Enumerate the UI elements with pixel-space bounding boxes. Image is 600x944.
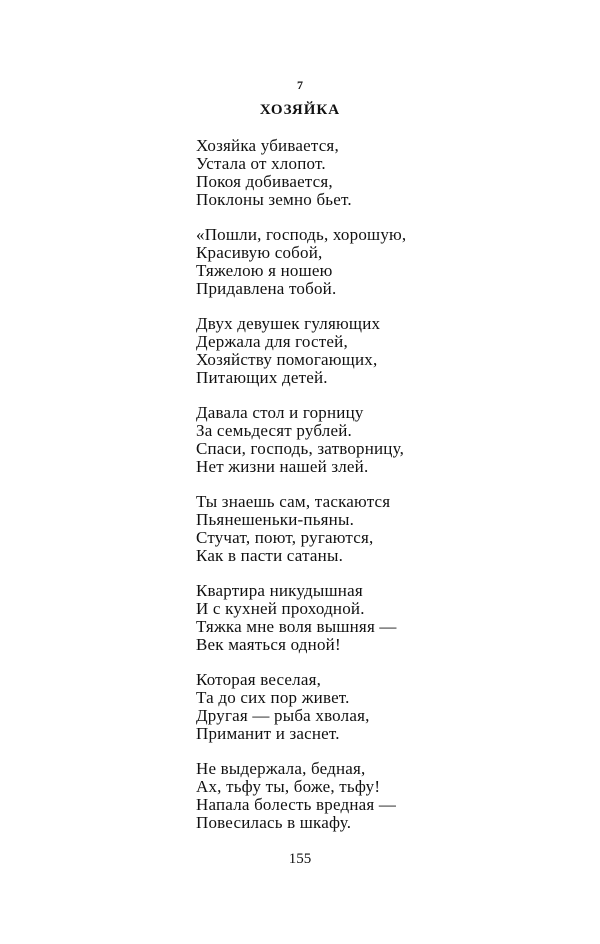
poem-line: Нет жизни нашей злей.: [196, 457, 369, 476]
poem-line: Хозяйка убивается,: [196, 136, 339, 155]
poem-line: Напала болесть вредная —: [196, 795, 397, 814]
poem-line: Ах, тьфу ты, боже, тьфу!: [196, 777, 381, 796]
poem-line: Приманит и заснет.: [196, 724, 340, 743]
poem-line: Двух девушек гуляющих: [196, 314, 381, 333]
poem-line: За семьдесят рублей.: [196, 421, 352, 440]
stanza: [196, 760, 576, 849]
poem-line: Ты знаешь сам, таскаются: [196, 492, 391, 511]
poem-line: Та до сих пор живет.: [196, 688, 350, 707]
poem-line: Поклоны земно бьет.: [196, 190, 352, 209]
poem-line: Покоя добивается,: [196, 172, 333, 191]
stanza: [196, 404, 576, 493]
poem-line: Устала от хлопот.: [196, 154, 326, 173]
poem-line: Держала для гостей,: [196, 332, 348, 351]
poem-line: Век маяться одной!: [196, 635, 341, 654]
poem-title: ХОЗЯЙКА: [259, 102, 341, 118]
poem-line: Повесилась в шкафу.: [196, 813, 352, 832]
poem-line: Которая веселая,: [196, 670, 322, 689]
stanza: [196, 137, 576, 226]
poem-line: Давала стол и горницу: [196, 403, 364, 422]
poem-line: Тяжелою я ношею: [196, 261, 333, 280]
poem-line: Питающих детей.: [196, 368, 328, 387]
stanza: [196, 582, 576, 671]
stanza: [196, 671, 576, 760]
poem-line: Не выдержала, бедная,: [196, 759, 366, 778]
poem-line: Придавлена тобой.: [196, 279, 337, 298]
poem-line: Спаси, господь, затворницу,: [196, 439, 405, 458]
stanza: [196, 493, 576, 582]
stanza: [196, 226, 576, 315]
poem-line: Хозяйству помогающих,: [196, 350, 378, 369]
poem-line: Как в пасти сатаны.: [196, 546, 344, 565]
page-number: 155: [288, 851, 312, 867]
poem-body: [196, 137, 576, 849]
poem-line: Другая — рыба хволая,: [196, 706, 370, 725]
poem-line: Красивую собой,: [196, 243, 323, 262]
poem-number: 7: [297, 78, 303, 92]
poem-line: И с кухней проходной.: [196, 599, 365, 618]
poem-line: Стучат, поют, ругаются,: [196, 528, 374, 547]
poem-line: «Пошли, господь, хорошую,: [196, 225, 407, 244]
poem-line: Тяжка мне воля вышняя —: [196, 617, 397, 636]
poem-line: Квартира никудышная: [196, 581, 363, 600]
poem-line: Пьянешеньки-пьяны.: [196, 510, 355, 529]
stanza: [196, 315, 576, 404]
